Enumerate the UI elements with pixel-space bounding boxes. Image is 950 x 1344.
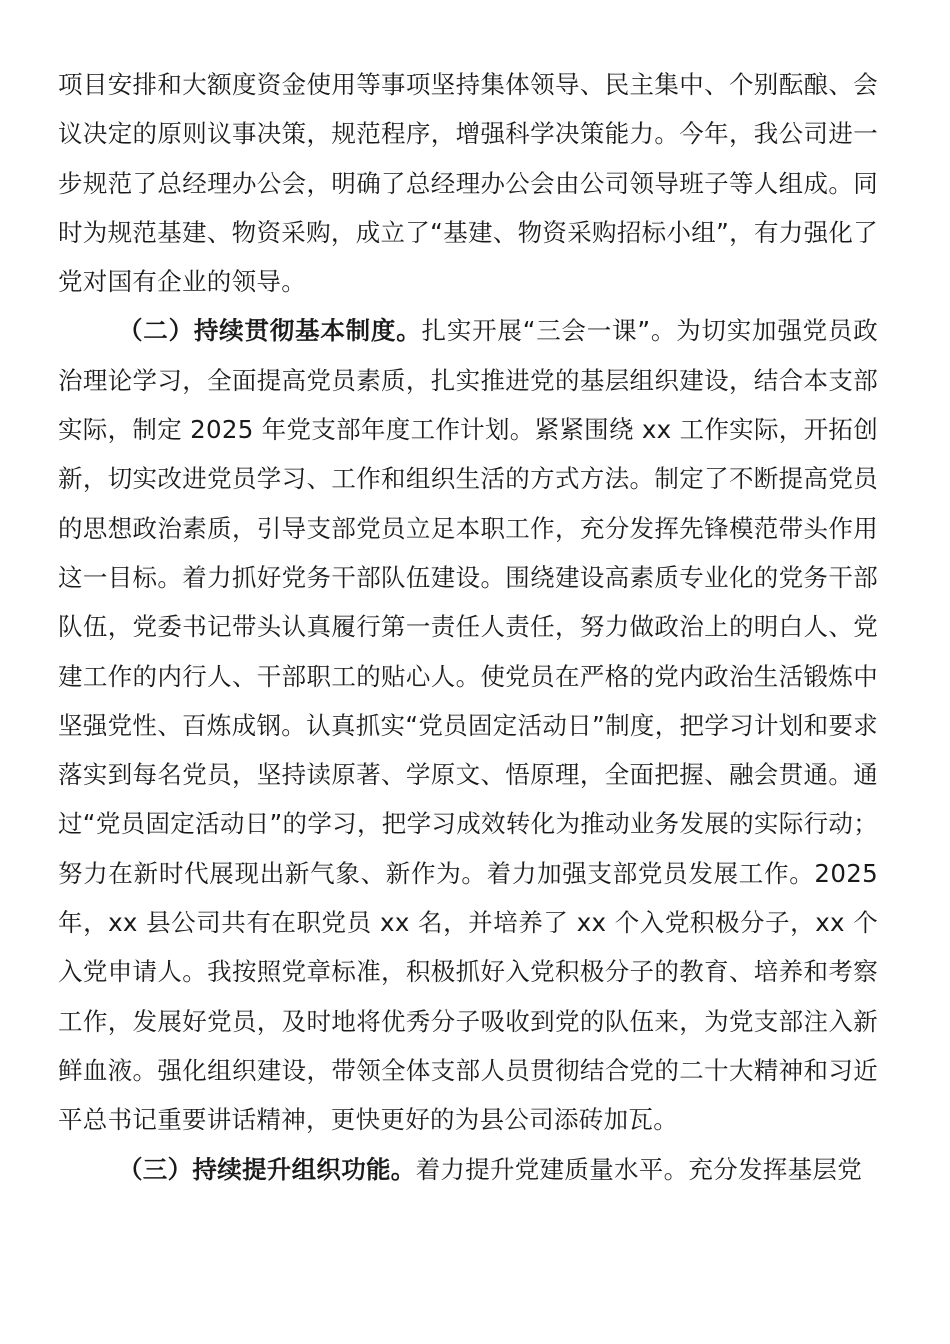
document-body	[58, 60, 878, 1194]
section-heading: （二）持续贯彻基本制度。	[118, 316, 422, 346]
paragraph-section-3	[58, 1145, 878, 1194]
section-heading: （三）持续提升组织功能。	[118, 1154, 416, 1184]
paragraph-text: 着力提升党建质量水平。充分发挥基层党	[415, 1154, 863, 1184]
paragraph-continuation	[58, 60, 878, 306]
paragraph-text: 项目安排和大额度资金使用等事项坚持集体领导、民主集中、个别酝酿、会议决定的原则议事决策，规范程序，增强科学决策能力。今年，我公司进一步规范了总经理办公会，明确了总经理办公会由公司领导班子等人组成。同时为规范基建、物资采购，成立了“基建、物资采购招标小组”，有力强化了党对国有企业的领导。	[58, 70, 878, 297]
paragraph-section-2	[58, 306, 878, 1144]
paragraph-text: 扎实开展“三会一课”。为切实加强党员政治理论学习，全面提高党员素质，扎实推进党的基层组织建设，结合本支部实际，制定 2025 年党支部年度工作计划。紧紧围绕 xx 工作实际，开拓创新，切实改进党员学习、工作和组织生活的方式方法。制定了不断提高党员的思想政治素质，引导支部党员立足本职工作，充分发挥先锋模范带头作用这一目标。着力抓好党务干部队伍建设。围绕建设高素质专业化的党务干部队伍，党委书记带头认真履行第一责任人责任，努力做政治上的明白人、党建工作的内行人、干部职工的贴心人。使党员在严格的党内政治生活锻炼中坚强党性、百炼成钢。认真抓实“党员固定活动日”制度，把学习计划和要求落实到每名党员，坚持读原著、学原文、悟原理，全面把握、融会贯通。通过“党员固定活动日”的学习，把学习成效转化为推动业务发展的实际行动；努力在新时代展现出新气象、新作为。着力加强支部党员发展工作。2025 年，xx 县公司共有在职党员 xx 名，并培养了 xx 个入党积极分子，xx 个入党申请人。我按照党章标准，积极抓好入党积极分子的教育、培养和考察工作，发展好党员，及时地将优秀分子吸收到党的队伍来，为党支部注入新鲜血液。强化组织建设，带领全体支部人员贯彻结合党的二十大精神和习近平总书记重要讲话精神，更快更好的为县公司添砖加瓦。	[58, 316, 878, 1135]
